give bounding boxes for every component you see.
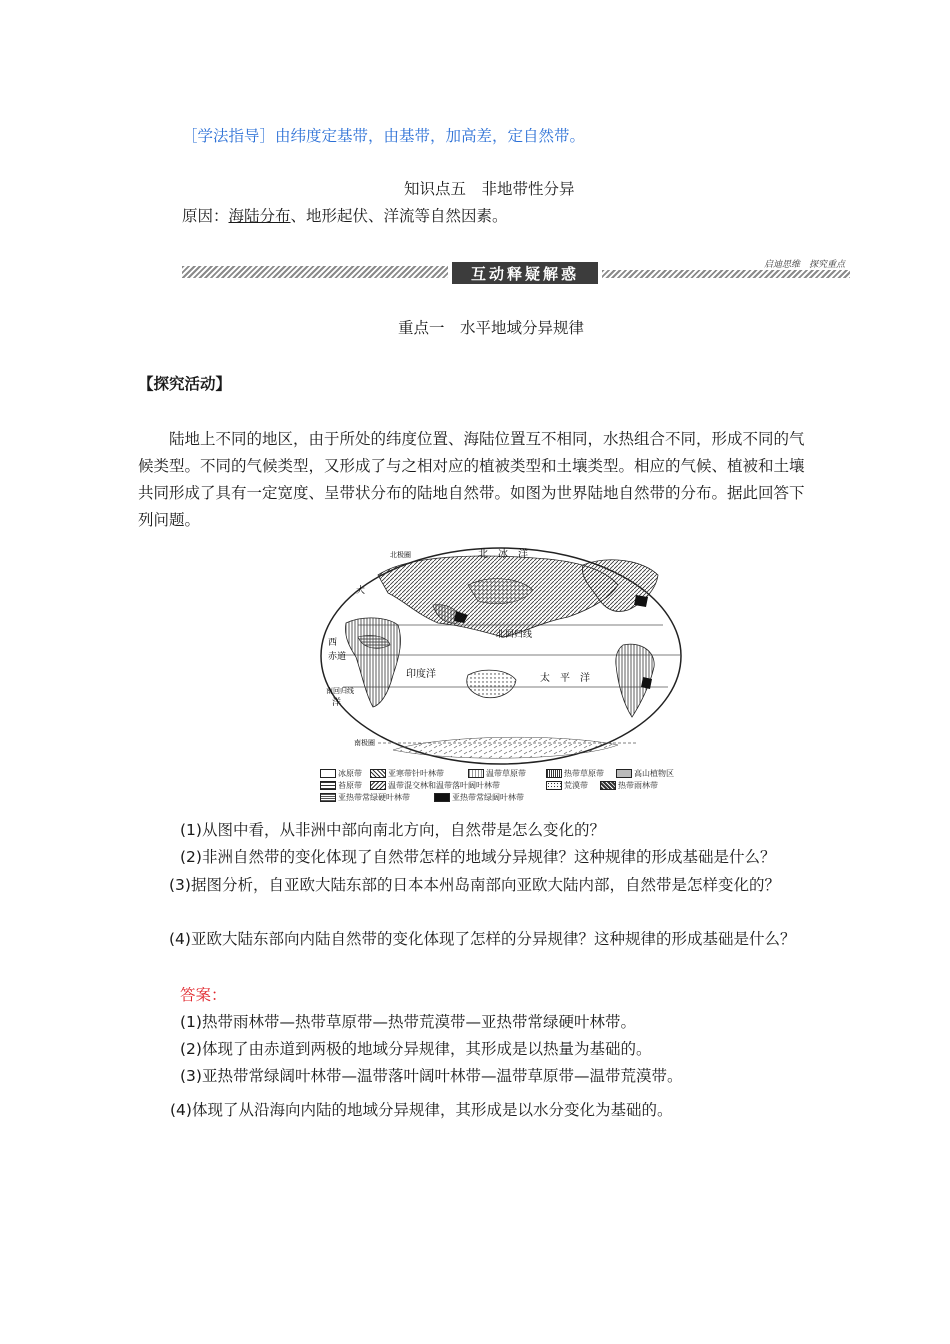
legend-item: 亚寒带针叶林带 [370,768,444,779]
section-title: 知识点五 非地带性分异 [404,180,575,198]
legend-item: 热带草原带 [546,768,604,779]
label-equator: 赤道 [328,652,347,662]
banner-stripe-left [182,266,448,278]
label-arctic-circle: 北极圈 [390,551,411,559]
key-point-title: 重点一 水平地域分异规律 [398,319,585,337]
question-2: (2)非洲自然带的变化体现了自然带怎样的地域分异规律？这种规律的形成基础是什么？ [180,848,776,866]
label-west: 西 [328,638,338,648]
legend-item: 温带草原带 [468,768,526,779]
map-svg [318,545,684,767]
question-4: (4)亚欧大陆东部向内陆自然带的变化体现了怎样的分异规律？这种规律的形成基础是什么？ [169,930,796,948]
banner-title: 互动释疑解惑 [452,262,598,284]
banner-stripe-right [602,270,850,278]
question-3: (3)据图分析，自亚欧大陆东部的日本本州岛南部向亚欧大陆内部，自然带是怎样变化的？ [169,876,780,894]
question-1: (1)从图中看，从非洲中部向南北方向，自然带是怎么变化的？ [180,821,605,839]
reason-line [182,204,508,226]
legend-item: 荒漠带 [546,780,588,791]
reason-prefix: 原因： [182,207,229,225]
reason-rest: 、地形起伏、洋流等自然因素。 [290,207,508,225]
reason-underlined: 海陆分布 [228,207,291,225]
label-pacific: 太 平 洋 [540,673,590,684]
label-da: 大 [356,586,366,596]
legend-item: 冰原带 [320,768,362,779]
answer-3: (3)亚热带常绿阔叶林带—温带落叶阔叶林带—温带草原带—温带荒漠带。 [180,1067,683,1085]
label-antarctic-circle: 南极圈 [354,739,375,747]
legend-item: 亚热带常绿硬叶林带 [320,792,410,803]
legend-item: 苔原带 [320,780,362,791]
legend-item: 温带混交林和温带落叶阔叶林带 [370,780,500,791]
answer-1: (1)热带雨林带—热带草原带—热带荒漠带—亚热带常绿硬叶林带。 [180,1013,636,1031]
legend-item: 亚热带常绿阔叶林带 [434,792,524,803]
label-indian-ocean: 印度洋 [406,669,436,680]
banner-right-text: 启迪思维 探究重点 [764,260,846,270]
legend-item: 热带雨林带 [600,780,658,791]
study-tip: ［学法指导］由纬度定基带，由基带，加高差，定自然带。 [182,127,586,145]
label-tropic-capricorn: 南回归线 [326,687,354,695]
activity-heading: 【探究活动】 [138,375,232,393]
answer-2: (2)体现了由赤道到两极的地域分异规律，其形成是以热量为基础的。 [180,1040,652,1058]
answer-label: 答案： [180,986,227,1004]
answer-4: (4)体现了从沿海向内陆的地域分异规律，其形成是以水分变化为基础的。 [170,1101,673,1119]
legend-item: 高山植物区 [616,768,674,779]
label-tropic-cancer: 北回归线 [496,630,533,640]
label-yang: 洋 [332,698,342,708]
label-arctic-ocean: 北 冰 洋 [478,549,528,560]
intro-paragraph: 陆地上不同的地区，由于所处的纬度位置、海陆位置互不相同，水热组合不同，形成不同的气候类型。不同的气候类型，又形成了与之相对应的植被类型和土壤类型。相应的气候、植被和土壤共同形成了具有一定宽度、呈带状分布的陆地自然带。如图为世界陆地自然带的分布。据此回答下列问题。 [138,430,805,529]
